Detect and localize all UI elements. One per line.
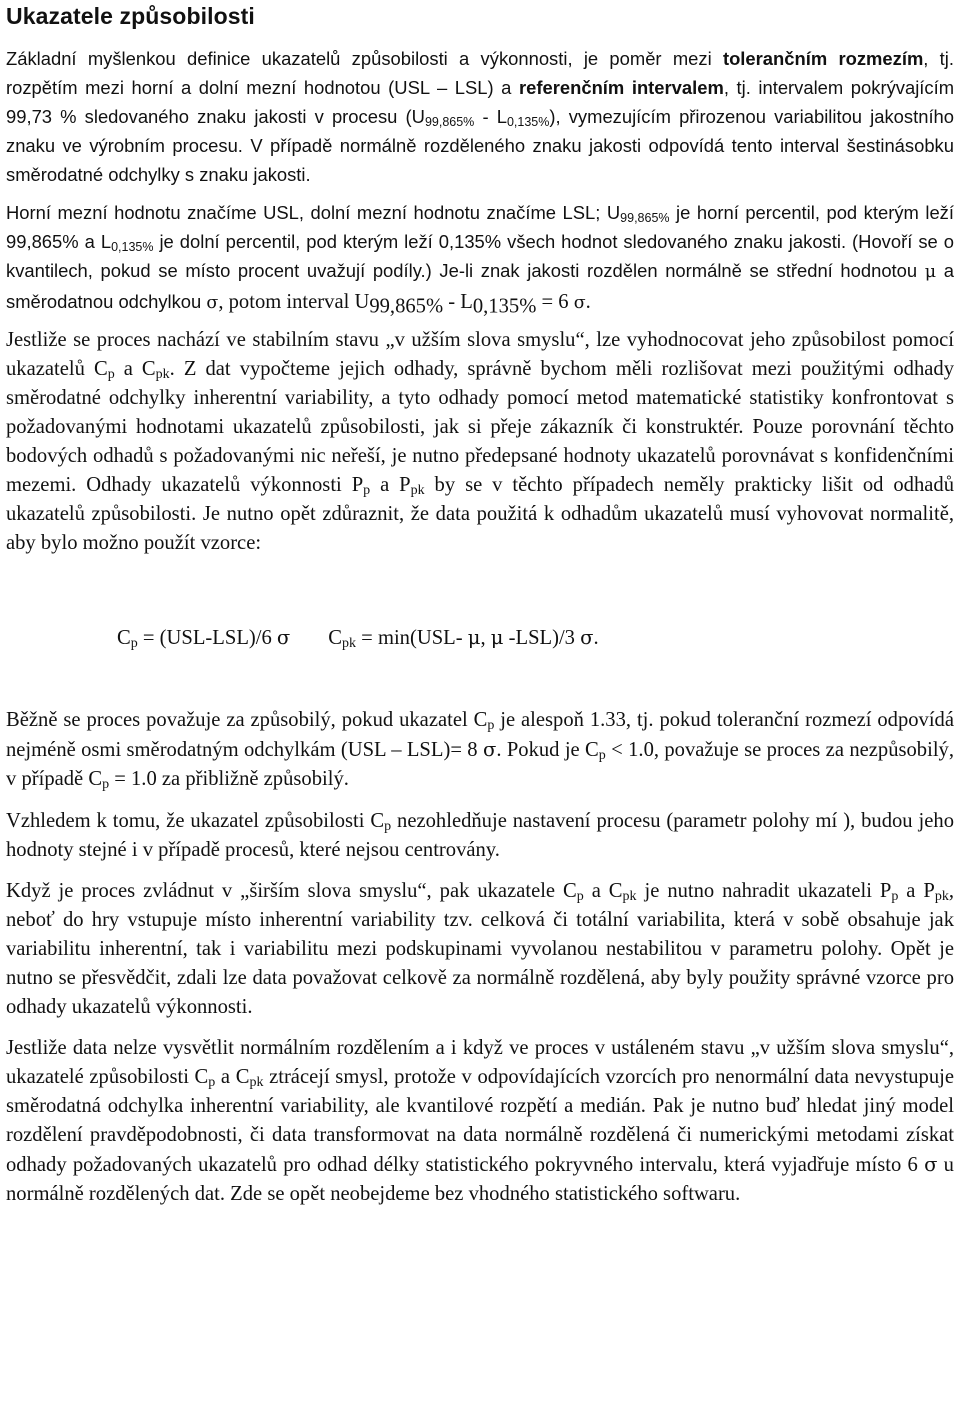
subscript: p xyxy=(384,819,392,835)
subscript: 99,865% xyxy=(620,210,670,225)
subscript: pk xyxy=(410,483,425,499)
subscript: pk xyxy=(934,889,949,905)
text-run: . Z dat vypočteme jejich odhady, správně bychom měli rozlišovat mezi použitými odhady směrodatné odchylky inherentní variability, a tyto odhady pomocí metod matematické statistiky konfrontovat s požadovanými hodnotami ukazatelů způsobilosti, jak si přeje zákazník či konstruktér. Pouze porovnání těchto bodových odhadů s požadovanými nic neřeší, je nutno předepsané hodnoty ukazatelů porovnávat s konfidenčními mezemi. Odhady ukazatelů výkonnosti P xyxy=(6,358,955,496)
subscript: p xyxy=(576,889,584,905)
subscript: p xyxy=(208,1075,216,1091)
text-run: , tj. rozpětím mezi horní a dolní mezní hodnotou (USL – LSL) a xyxy=(6,48,954,98)
sigma-symbol: σ xyxy=(206,293,219,313)
text-run: a P xyxy=(370,474,411,496)
subscript: 99,865% xyxy=(369,295,444,318)
subscript: pk xyxy=(342,636,357,652)
formula-line xyxy=(6,621,954,655)
formula-cp xyxy=(117,626,291,652)
sigma-symbol: σ xyxy=(573,293,586,313)
text-run: Když je proces zvládnut v „širším slova smyslu“, pak ukazatele C xyxy=(6,880,577,902)
subscript: 0,135% xyxy=(111,239,154,254)
subscript: 99,865% xyxy=(424,114,475,129)
text-run: = 6 xyxy=(536,291,574,313)
subscript: p xyxy=(487,718,495,734)
subscript: p xyxy=(598,748,606,764)
text-run: . xyxy=(593,627,599,649)
paragraph-definition xyxy=(6,44,954,189)
text-run: - L xyxy=(443,291,473,313)
text-run: je alespoň 1.33, tj. pokud toleranční rozmezí odpovídá nejméně osmi směrodatným odchylkám (USL – LSL)= 8 xyxy=(6,709,954,761)
text-run: u normálně rozdělených dat. Zde se opět neobejdeme bez vhodného statistického softwaru. xyxy=(6,1154,954,1205)
text-run: Běžně se proces považuje za způsobilý, pokud ukazatel C xyxy=(6,709,488,731)
subscript: pk xyxy=(622,889,637,905)
text-run: . xyxy=(585,291,591,313)
sigma-symbol: σ xyxy=(580,626,594,649)
text-run: C xyxy=(328,627,343,649)
paragraph-centering xyxy=(6,807,954,865)
text-run: < 1.0, považuje se proces za nezpůsobilý, v případě C xyxy=(6,739,954,790)
text-run: Horní mezní hodnotu značíme USL, dolní mezní hodnotu značíme LSL; U xyxy=(6,202,621,223)
subscript: p xyxy=(891,889,899,905)
subscript: pk xyxy=(155,367,170,383)
text-run: -LSL)/3 xyxy=(503,627,581,649)
text-run: je horní percentil, pod kterým leží 99,865% a L xyxy=(6,202,954,252)
text-run: Základní myšlenkou definice ukazatelů způsobilosti a výkonnosti, je poměr mezi xyxy=(6,48,723,69)
sigma-symbol: σ xyxy=(276,626,291,649)
subscript: p xyxy=(363,483,371,499)
text-run: , potom interval U xyxy=(218,291,370,313)
text-run: je nutno nahradit ukazateli P xyxy=(636,880,892,902)
text-run: = min(USL- xyxy=(356,627,468,649)
text-run: nezohledňuje nastavení procesu (parametr polohy mí ), budou jeho hodnoty stejné i v případě procesů, které nejsou centrovány. xyxy=(6,810,954,861)
text-run: . Pokud je C xyxy=(496,739,599,761)
subscript: p xyxy=(102,777,110,793)
text-run: a směrodatnou odchylkou xyxy=(6,260,954,312)
text-run: Vzhledem k tomu, že ukazatel způsobilosti C xyxy=(6,810,385,832)
sigma-symbol: σ xyxy=(482,738,497,761)
text-run: je dolní percentil, pod kterým leží 0,135% všech hodnot sledovaného znaku jakosti. (Hovoří se o kvantilech, pokud se místo procent uvažují podíly.) Je-li znak jakosti rozdělen normálně se střední hodnotou xyxy=(6,231,954,281)
paragraph-limits xyxy=(6,198,954,318)
page-title: Ukazatele způsobilosti xyxy=(6,3,255,29)
text-run: C xyxy=(117,627,131,649)
subscript: p xyxy=(107,367,115,383)
text-run: , neboť do hry vstupuje místo inherentní variability tzv. celková či totální variabilita, která v sobě obsahuje jak variabilitu inherentní, tak i variabilitu mezi podskupinami vyvolanou nestabilitou v parametru polohy. Opět je nutno se přesvědčit, zdali lze data považovat celkově za normálně rozdělená, aby byly použity správné vzorce pro odhady ukazatelů výkonnosti. xyxy=(6,880,954,1018)
text-run: a C xyxy=(215,1066,250,1088)
text-run: , tj. intervalem pokrývajícím 99,73 % sledovaného znaku jakosti v procesu (U xyxy=(6,77,955,127)
paragraph-performance xyxy=(6,877,954,1022)
text-run: - L xyxy=(474,106,507,127)
formula-cpk xyxy=(328,626,599,652)
text-run: a C xyxy=(583,880,623,902)
mu-symbol: μ xyxy=(490,626,504,649)
paragraph-nonnormal xyxy=(6,1034,954,1209)
text-run: Jestliže se proces nachází ve stabilním stavu „v užším slova smyslu“, lze vyhodnocovat jeho způsobilost pomocí ukazatelů C xyxy=(6,329,954,380)
paragraph-capability xyxy=(6,326,954,558)
text-run: , xyxy=(480,627,491,649)
subscript: 0,135% xyxy=(506,114,550,129)
text-run: = 1.0 za přibližně způsobilý. xyxy=(109,768,349,790)
text-run: by se v těchto případech neměly prakticky lišit od odhadů ukazatelů způsobilosti. Je nutno opět zdůraznit, že data použitá k odhadům ukazatelů musí vyhovovat normalitě, aby bylo možno použít vzorce: xyxy=(6,474,955,554)
text-run: = (USL-LSL)/6 xyxy=(137,627,277,649)
text-run: ), vymezujícím přirozenou variabilitou jakostního znaku ve výrobním procesu. V případě normálně rozděleného znaku jakosti odpovídá tento interval šestinásobku směrodatné odchylky s znaku jakosti. xyxy=(6,106,955,185)
subscript: 0,135% xyxy=(472,295,537,318)
paragraph-thresholds xyxy=(6,706,954,794)
sigma-symbol: σ xyxy=(924,1153,938,1176)
text-run: a C xyxy=(114,358,156,380)
term-reference-interval: referenčním intervalem xyxy=(518,77,724,98)
text-run: ztrácejí smysl, protože v odpovídajících vzorcích pro nenormální data nevystupuje směrodatná odchylka inherentní variability, ale kvantilové rozpětí a medián. Pak je nutno buď hledat jiný model rozdělení pravděpodobnosti, či data transformovat na data normálně rozdělená či numerickými metodami získat odhady požadovaných ukazatelů pro odhad délky statistického pokryvného intervalu, která vyjadřuje místo 6 xyxy=(6,1066,954,1176)
subscript: pk xyxy=(249,1075,264,1091)
mu-symbol: μ xyxy=(467,626,481,649)
subscript: p xyxy=(130,636,138,652)
mu-symbol: μ xyxy=(924,262,937,282)
text-run: Jestliže data nelze vysvětlit normálním rozdělením a i když ve proces v ustáleném stavu „v užším slova smyslu“, ukazatelé způsobilosti C xyxy=(6,1037,954,1088)
term-tolerance-range: tolerančním rozmezím xyxy=(722,48,924,69)
text-run: a P xyxy=(898,880,935,902)
